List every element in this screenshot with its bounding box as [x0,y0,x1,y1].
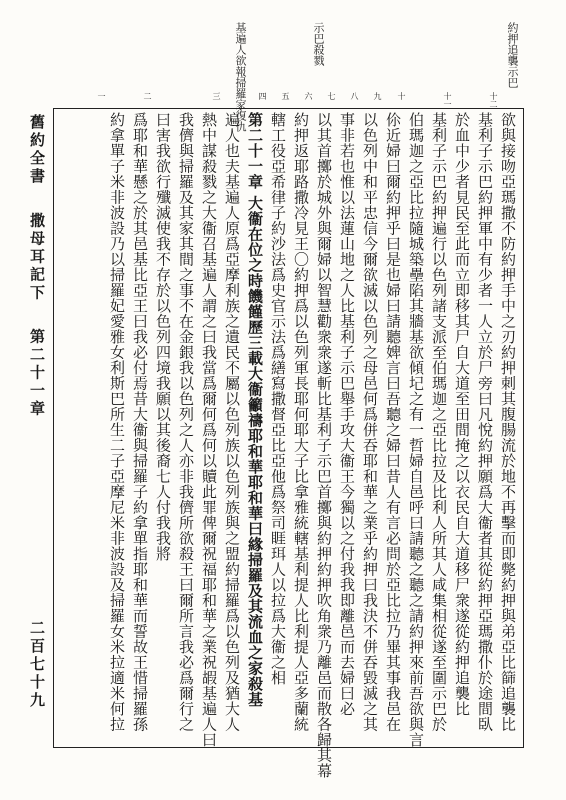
text-column-13: 遍人也夫基遍人原爲亞摩利族之遺民不屬以色列族以色列族與之盟約掃羅爲以色列及猶大人 [223,112,241,732]
text-column-18: 約拿單子米非波設乃以掃羅妃愛雅女利斯巴所生二子亞摩尼米非波設及掃羅女米拉適米何拉 [108,112,126,732]
text-column-14: 熱中謀殺戮之大衞召基遍人謂之曰我當爲爾何爲何以贖此罪俾爾祝福耶和華之業祝嘏基遍人曰 [200,112,218,748]
text-column-7: 以色列中和平忠信今爾欲滅以色列之母邑何爲併吞耶和華之業乎約押曰我決不併吞毀滅之其 [361,112,379,732]
chapter-title: 第二十一章 [28,328,46,419]
page-number: 二百七十九 [28,620,46,710]
text-column-4: 基利子示巴約押遍行以色列諸支派至伯瑪迦之亞比拉及比利人所其人咸集相從遂至圍示巴於 [430,112,448,732]
verse-number: 一 [97,92,106,100]
text-column-3: 於血中少者見民至此而立即移其尸自大道至田間掩之以衣民自大道移尸衆遂從約押追襲比 [453,112,471,717]
text-column-11: 轄工役亞希律子約沙法爲史官示法爲繕寫撒督亞比亞他爲祭司睚珥人以拉爲大衞之相 [269,112,287,686]
verse-number: 四 [258,92,267,100]
text-column-17: 爲耶和華懸之於其邑基比亞王曰我必付焉昔大衞與掃羅子約拿單指耶和華而誓故王惜掃羅孫 [131,112,149,732]
margin-note-2: 示巴殺戮 [312,22,325,66]
verse-number: 二 [143,92,152,100]
text-column-10: 約押返耶路撒冷見王〇約押爲以色列軍長耶何耶大子比拿雅統轄基利提人比利提人亞多蘭統 [292,112,310,732]
running-header [30,114,48,418]
verse-number: 十二 [489,92,498,108]
margin-note-1: 約押追襲示巴 [506,22,519,88]
text-column-16: 曰害我欲行殲滅使我不存於以色列四境我願以其後裔七人付我我將 [154,112,172,562]
verse-number: 三 [212,92,221,100]
verse-number: 八 [350,92,359,100]
verse-number: 十一 [443,92,452,108]
text-column-8: 事非若也惟以法蓮山地之人比基利子示巴舉手攻大衞王今獨以之付我我即離邑而去婦曰必 [338,112,356,717]
text-column-12: 第二十一章 大衞在位之時饑饉歷三載大衞籲禱耶和華耶和華曰緣掃羅及其流血之家殺基 [246,112,264,707]
text-column-6: 伱近婦曰爾約押乎曰是也婦曰請聽婢言曰吾聽之婦曰昔人有言必問於亞比拉乃畢其事我邑在 [384,112,402,732]
text-column-9: 以其首擲於城外與爾婦以智慧勸衆衆遂斬比基利子示巴首擲與約押約押吹角衆乃離邑而散各歸其幕 [315,112,333,779]
text-column-2: 基利子示巴約押軍中有少者一人立於尸旁曰凡悅約押願爲大衞者其從約押亞瑪撒仆於途間臥 [476,112,494,732]
text-column-1: 欲與接吻亞瑪撒不防約押手中之刃約押刺其腹腸流於地不再擊而即斃約押與弟亞比篩追襲比 [499,112,517,732]
verse-number: 六 [304,92,313,100]
verse-number: 九 [373,92,382,100]
margin-note-3: 基遍人欲報掃羅家復仇 [234,22,247,132]
text-column-15: 我儕與掃羅及其家其間之事不在金銀我以色列之人亦非我儕所欲殺王曰爾所言我必爲爾行之 [177,112,195,732]
section-title: 撒母耳記下 [28,212,46,303]
verse-number: 五 [281,92,290,100]
verse-number: 七 [327,92,336,100]
text-column-5: 伯瑪迦之亞比拉隨城築壘陷其牆基欲傾圮之有一哲婦自邑呼曰請聽之聽之請約押來前吾欲與言 [407,112,425,748]
verse-number: 十 [397,92,406,100]
book-title: 舊約全書 [28,114,46,186]
